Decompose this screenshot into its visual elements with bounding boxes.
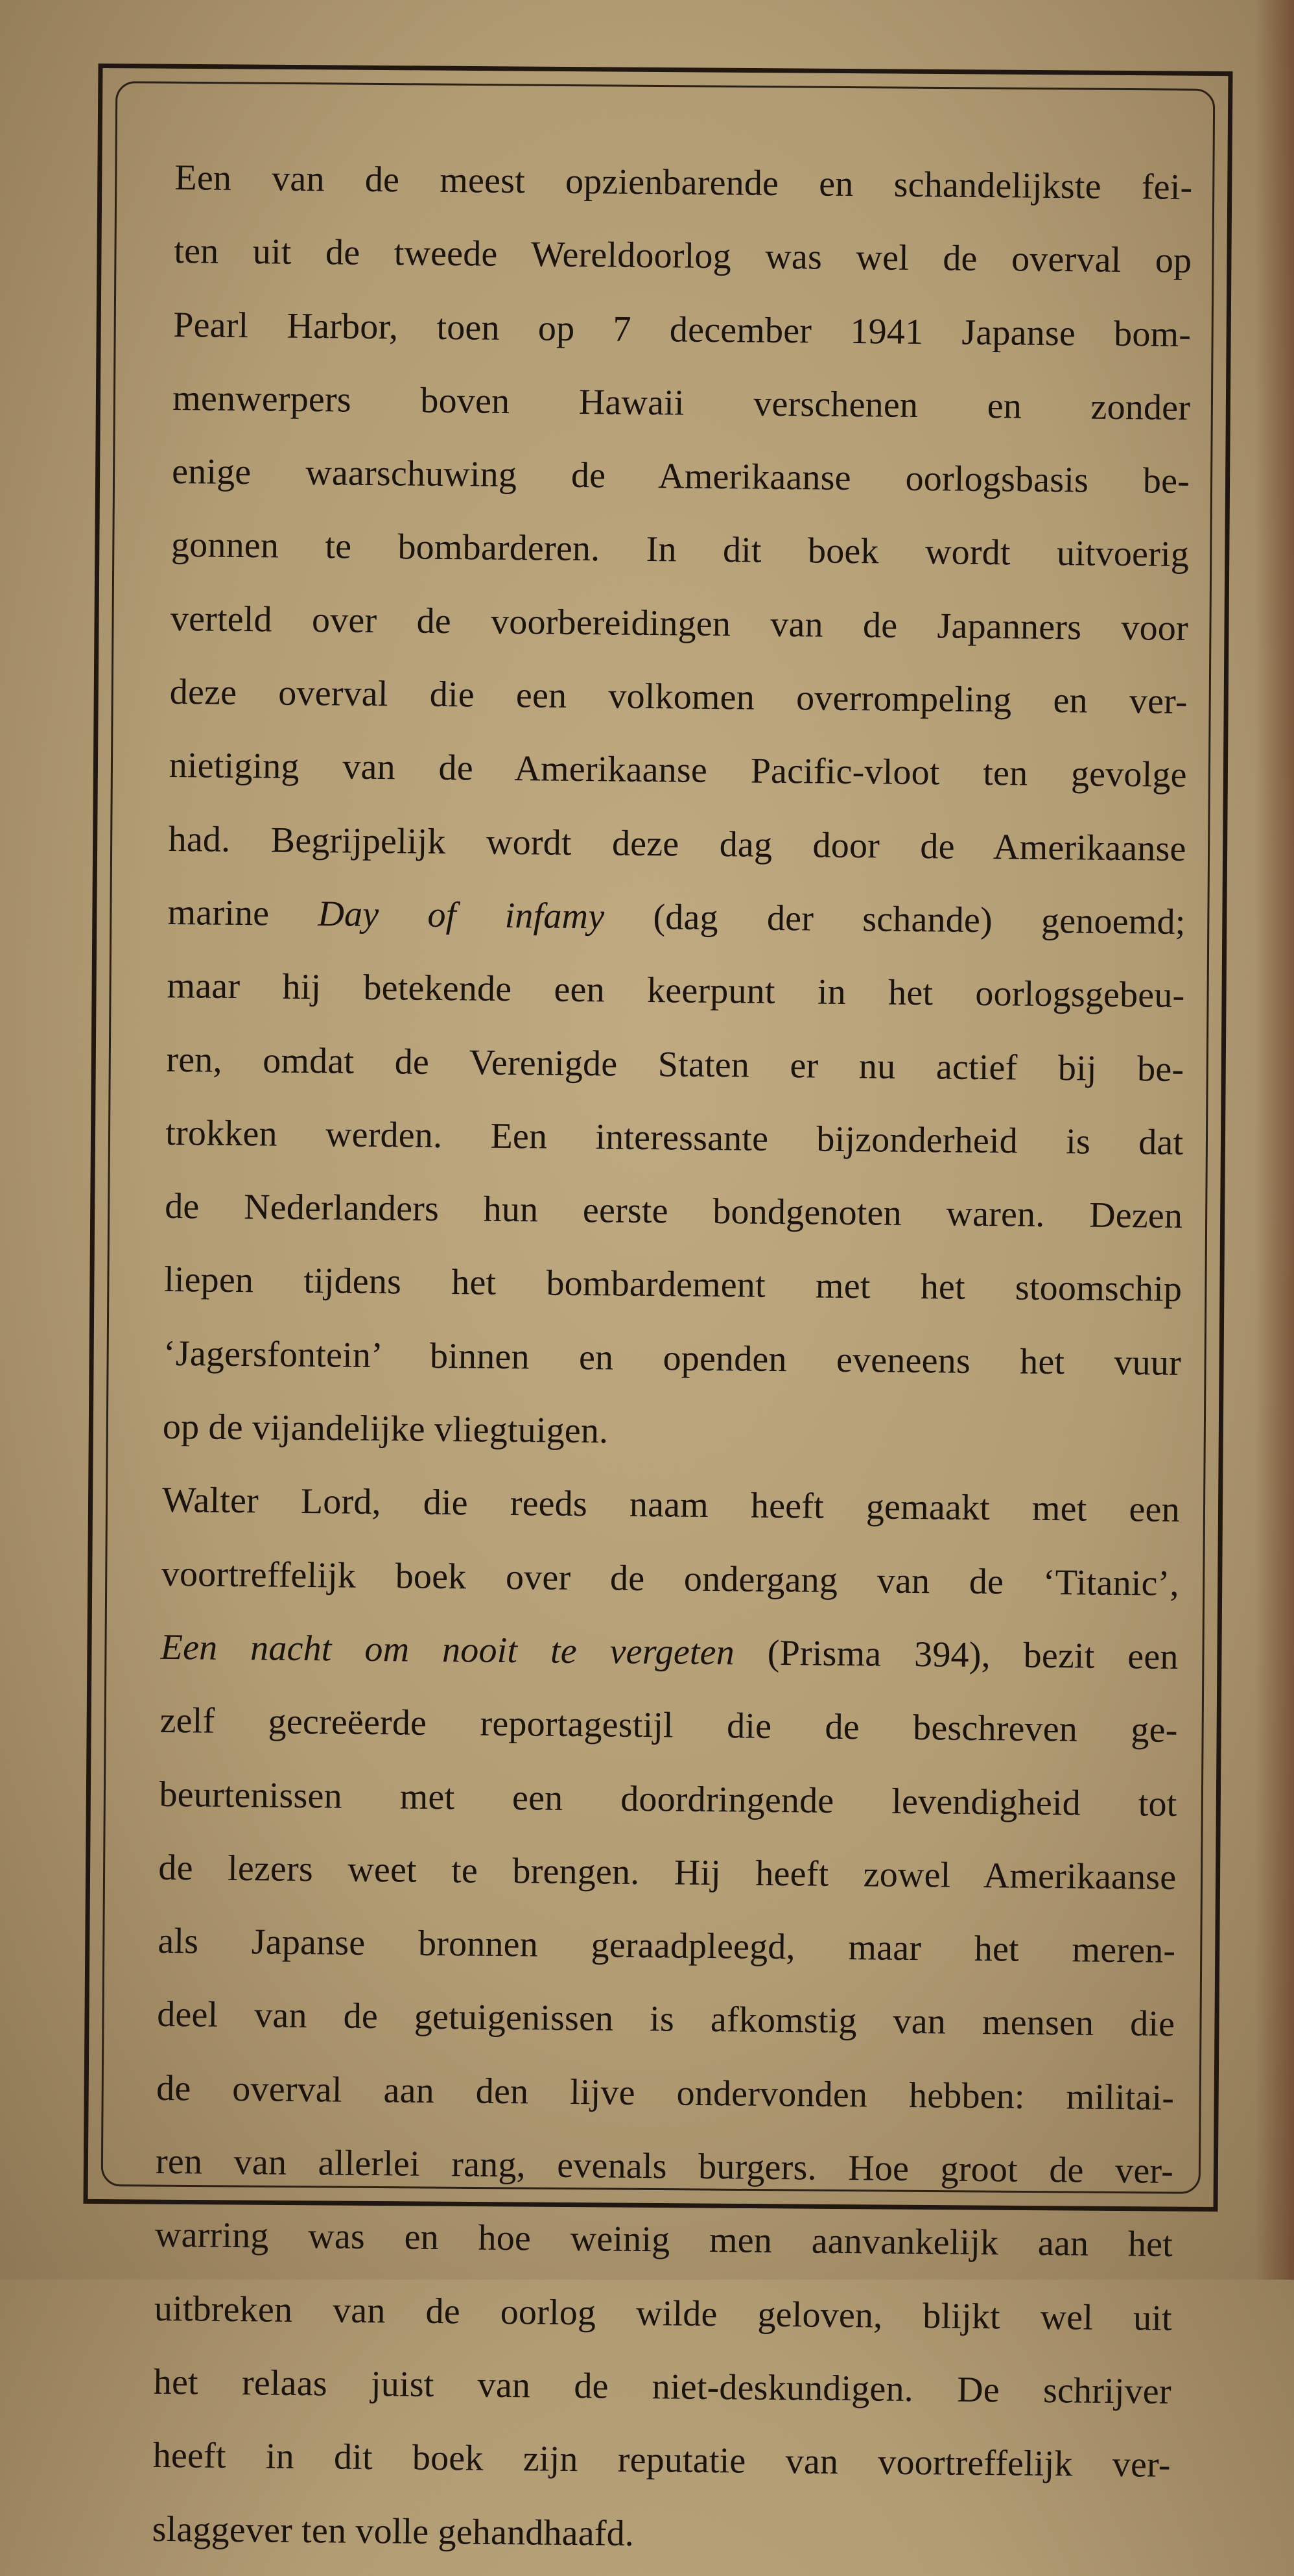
text-segment: ‘Jagersfontein’ binnen en openden eveneens het vuur	[163, 1333, 1182, 1383]
text-line	[158, 1831, 1177, 1914]
text-segment: gonnen te bombarderen. In dit boek wordt uitvoerig	[171, 525, 1190, 575]
text-segment: als Japanse bronnen geraadpleegd, maar het meren-	[158, 1920, 1176, 1972]
text-line	[153, 2346, 1171, 2429]
text-segment: slaggever ten volle gehandhaafd.	[152, 2509, 635, 2554]
text-line	[159, 1758, 1177, 1841]
text-segment: enige waarschuwing de Amerikaanse oorlogsbasis be-	[171, 451, 1190, 502]
text-line	[160, 1611, 1179, 1694]
text-line	[152, 2492, 1170, 2575]
text-line	[172, 362, 1191, 445]
text-segment: marine	[167, 892, 318, 935]
text-line	[164, 1243, 1182, 1326]
text-segment: op de vijandelijke vliegtuigen.	[162, 1406, 609, 1451]
text-line	[174, 141, 1193, 224]
text-segment: (Prisma 394), bezit een	[734, 1632, 1179, 1677]
text-line	[156, 2125, 1174, 2208]
text-line	[161, 1464, 1180, 1547]
text-line	[169, 729, 1187, 812]
text-segment: voortreffelijk boek over de ondergang van de ‘Titanic’,	[161, 1553, 1180, 1604]
text-line	[165, 1097, 1184, 1180]
text-segment: heeft in dit boek zijn reputatie van voortreffelijk ver-	[152, 2435, 1171, 2486]
text-segment: Een van de meest opzienbarende en schandelijkste fei-	[174, 157, 1193, 208]
text-line	[165, 1170, 1183, 1253]
text-segment: maar hij betekende een keerpunt in het oorlogsgebeu-	[167, 966, 1185, 1016]
text-line	[163, 1317, 1182, 1400]
text-segment: deel van de getuigenissen is afkomstig van mensen die	[156, 1994, 1175, 2045]
text-segment: zelf gecreëerde reportagestijl die de beschreven ge-	[159, 1700, 1178, 1751]
text-line	[173, 289, 1192, 372]
paragraph	[152, 1464, 1180, 2575]
text-segment: warring was en hoe weinig men aanvankelijk aan het	[154, 2215, 1173, 2265]
text-segment: deze overval die een volkomen overrompeling en ver-	[169, 672, 1188, 722]
text-line	[161, 1538, 1179, 1621]
text-line	[159, 1684, 1178, 1767]
text-line	[168, 803, 1186, 886]
text-line	[174, 215, 1192, 298]
text-line	[166, 1023, 1184, 1106]
text-segment: de Nederlanders hun eerste bondgenoten waren. Dezen	[164, 1186, 1183, 1237]
text-line	[167, 949, 1185, 1032]
text-line	[154, 2199, 1173, 2282]
text-segment: menwerpers boven Hawaii verschenen en zonder	[172, 377, 1191, 428]
text-line	[152, 2419, 1171, 2502]
text-line	[156, 2052, 1175, 2135]
text-line	[158, 1905, 1176, 1988]
text-line	[172, 435, 1190, 518]
text-segment: trokken werden. Een interessante bijzonderheid is dat	[165, 1112, 1184, 1163]
paragraph	[162, 141, 1193, 1473]
text-line	[157, 1978, 1175, 2061]
text-segment: (dag der schande) genoemd;	[604, 896, 1186, 942]
blurb-text	[152, 141, 1193, 2576]
text-segment: ren van allerlei rang, evenals burgers. Hoe groot de ver-	[155, 2141, 1174, 2191]
text-line	[171, 508, 1189, 591]
text-segment: Walter Lord, die reeds naam heeft gemaakt met een	[161, 1480, 1181, 1531]
text-segment: had. Begrijpelijk wordt deze dag door de Amerikaanse	[168, 818, 1186, 869]
text-segment: beurtenissen met een doordringende levendigheid tot	[159, 1774, 1177, 1824]
text-segment: nietiging van de Amerikaanse Pacific-vloot ten gevolge	[169, 745, 1187, 796]
text-line	[170, 582, 1188, 665]
text-line	[162, 1390, 1181, 1473]
text-segment: de lezers weet te brengen. Hij heeft zowel Amerikaanse	[158, 1847, 1177, 1898]
page-edge-shadow	[1255, 0, 1294, 2280]
text-line	[154, 2272, 1172, 2355]
text-segment: ren, omdat de Verenigde Staten er nu actief bij be-	[166, 1039, 1184, 1090]
text-segment: het relaas juist van de niet-deskundigen. De schrijver	[153, 2361, 1172, 2412]
text-line	[167, 876, 1186, 959]
italic-title: Een nacht om nooit te vergeten	[160, 1627, 735, 1673]
text-segment: ten uit de tweede Wereldoorlog was wel de overval op	[174, 231, 1192, 281]
text-line	[169, 656, 1188, 739]
text-segment: uitbreken van de oorlog wilde geloven, blijkt wel uit	[154, 2288, 1173, 2339]
text-segment: de overval aan den lijve ondervonden hebben: militai-	[156, 2068, 1175, 2118]
italic-title: Day of infamy	[318, 894, 605, 937]
text-segment: liepen tijdens het bombardement met het stoomschip	[163, 1259, 1182, 1310]
text-segment: Pearl Harbor, toen op 7 december 1941 Japanse bom-	[172, 304, 1192, 355]
text-segment: verteld over de voorbereidingen van de Japanners voor	[170, 598, 1189, 649]
